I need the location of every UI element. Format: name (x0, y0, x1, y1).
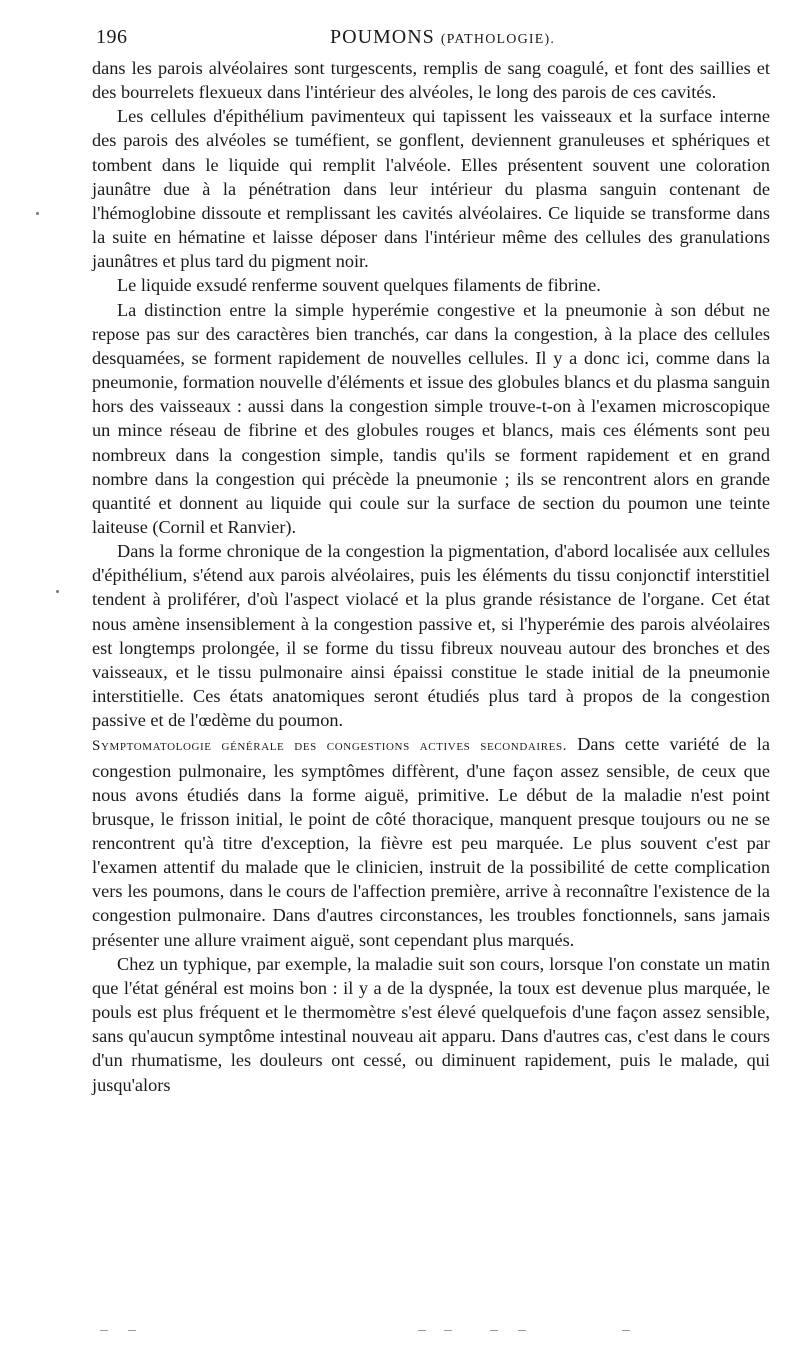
running-title-main: POUMONS (330, 26, 435, 48)
bottom-edge-marks (92, 1330, 652, 1336)
paragraph-epithelium: Les cellules d'épithélium pavimenteux qui tapissent les vaisseaux et la surface interne des parois des alvéoles se tuméfient, se gonflent, deviennent granuleuses et sphériques et tombent dans le liquide qui remplit l'alvéole. Elles présentent souvent une coloration jaunâtre due à la pénétration dans leur intérieur du plasma sanguin contenant de l'hémoglobine dissoute et remplissant les cavités alvéolaires. Ce liquide se transforme dans la suite en hématine et laisse déposer dans l'intérieur même des cellules des granulations jaunâtres et plus tard du pigment noir. (92, 106, 770, 272)
page-number: 196 (96, 26, 128, 48)
paragraph-typhique: Chez un typhique, par exemple, la maladie suit son cours, lorsque l'on constate un matin que l'état général est moins bon : il y a de la dyspnée, la toux est devenue plus marquée, le pouls est plus fréquent et le thermomètre s'est élevé quelquefois d'une façon assez sensible, sans qu'aucun symptôme intestinal nouveau ait apparu. Dans d'autres cas, c'est dans le cours d'un rhumatisme, les douleurs ont cessé, ou diminuent rapidement, puis le malade, qui jusqu'alors (92, 953, 770, 1095)
paragraph-forme-chronique: Dans la forme chronique de la congestion la pigmentation, d'abord localisée aux cellules d'épithélium, s'étend aux parois alvéolaires, puis les éléments du tissu conjonctif interstitiel tendent à proliférer, d'où l'aspect violacé et la plus grande résistance de l'organe. Cet état nous amène insensiblement à la congestion passive et, si l'hyperémie des parois alvéolaires est longtemps prolongée, il se forme du tissu fibreux nouveau autour des bronches et des vaisseaux, et le tissu pulmonaire ainsi épaissi constitue le stade initial de la pneumonie interstitielle. Ces états anatomiques seront étudiés plus tard à propos de la congestion passive et de l'œdème du poumon. (92, 541, 770, 731)
running-title-sub: (PATHOLOGIE). (440, 32, 556, 47)
running-title (330, 26, 555, 49)
margin-speck (56, 590, 59, 593)
section-text: Dans cette variété de la congestion pulmonaire, les symptômes diffèrent, d'une façon assez sensible, de ceux que nous avons étudiés dans la forme aiguë, primitive. Le début de la maladie n'est point brusque, le frisson initial, le point de côté thoracique, manquent presque toujours ou ne se rencontrent qu'à titre d'exception, la fièvre est peu marquée. Le plus souvent c'est par l'examen attentif du malade que le clinicien, instruit de la possibilité de cette complication vers les poumons, dans le cours de l'affection première, arrive à reconnaître l'existence de la congestion pulmonaire. Dans d'autres circonstances, les troubles fonctionnels, sans jamais présenter une allure vraiment aiguë, sont cependant plus marqués. (92, 734, 771, 950)
running-head (92, 22, 770, 56)
margin-speck (36, 212, 39, 215)
paragraph-fibrine: Le liquide exsudé renferme souvent quelques filaments de fibrine. (117, 275, 601, 296)
book-page (92, 22, 770, 1097)
paragraph-continuation: dans les parois alvéolaires sont turgescents, remplis de sang coagulé, et font des saillies et des bourrelets flexueux dans l'intérieur des alvéoles, le long des parois de ces cavités. (92, 58, 770, 103)
paragraph-distinction: La distinction entre la simple hyperémie congestive et la pneumonie à son début ne repose pas sur des caractères bien tranchés, car dans la congestion, à la place des cellules desquamées, se forment rapidement de nouvelles cellules. Il y a donc ici, comme dans la pneumonie, formation nouvelle d'éléments et issue des globules blancs et du plasma sanguin hors des vaisseaux : aussi dans la congestion simple trouve-t-on à l'examen microscopique un mince réseau de fibrine et des globules rouges et blancs, mais ces éléments sont peu nombreux dans la congestion simple, tandis qu'ils se forment rapidement et en grand nombre dans la congestion qui précède la pneumonie ; ils se rencontrent alors en grande quantité et donnent au liquide qui coule sur la surface de section du poumon une teinte laiteuse (Cornil et Ranvier). (92, 299, 770, 537)
paragraph-symptomatologie (92, 732, 770, 951)
body-text (92, 56, 770, 1097)
section-heading: Symptomatologie générale des congestions actives secondaires. (92, 738, 568, 755)
